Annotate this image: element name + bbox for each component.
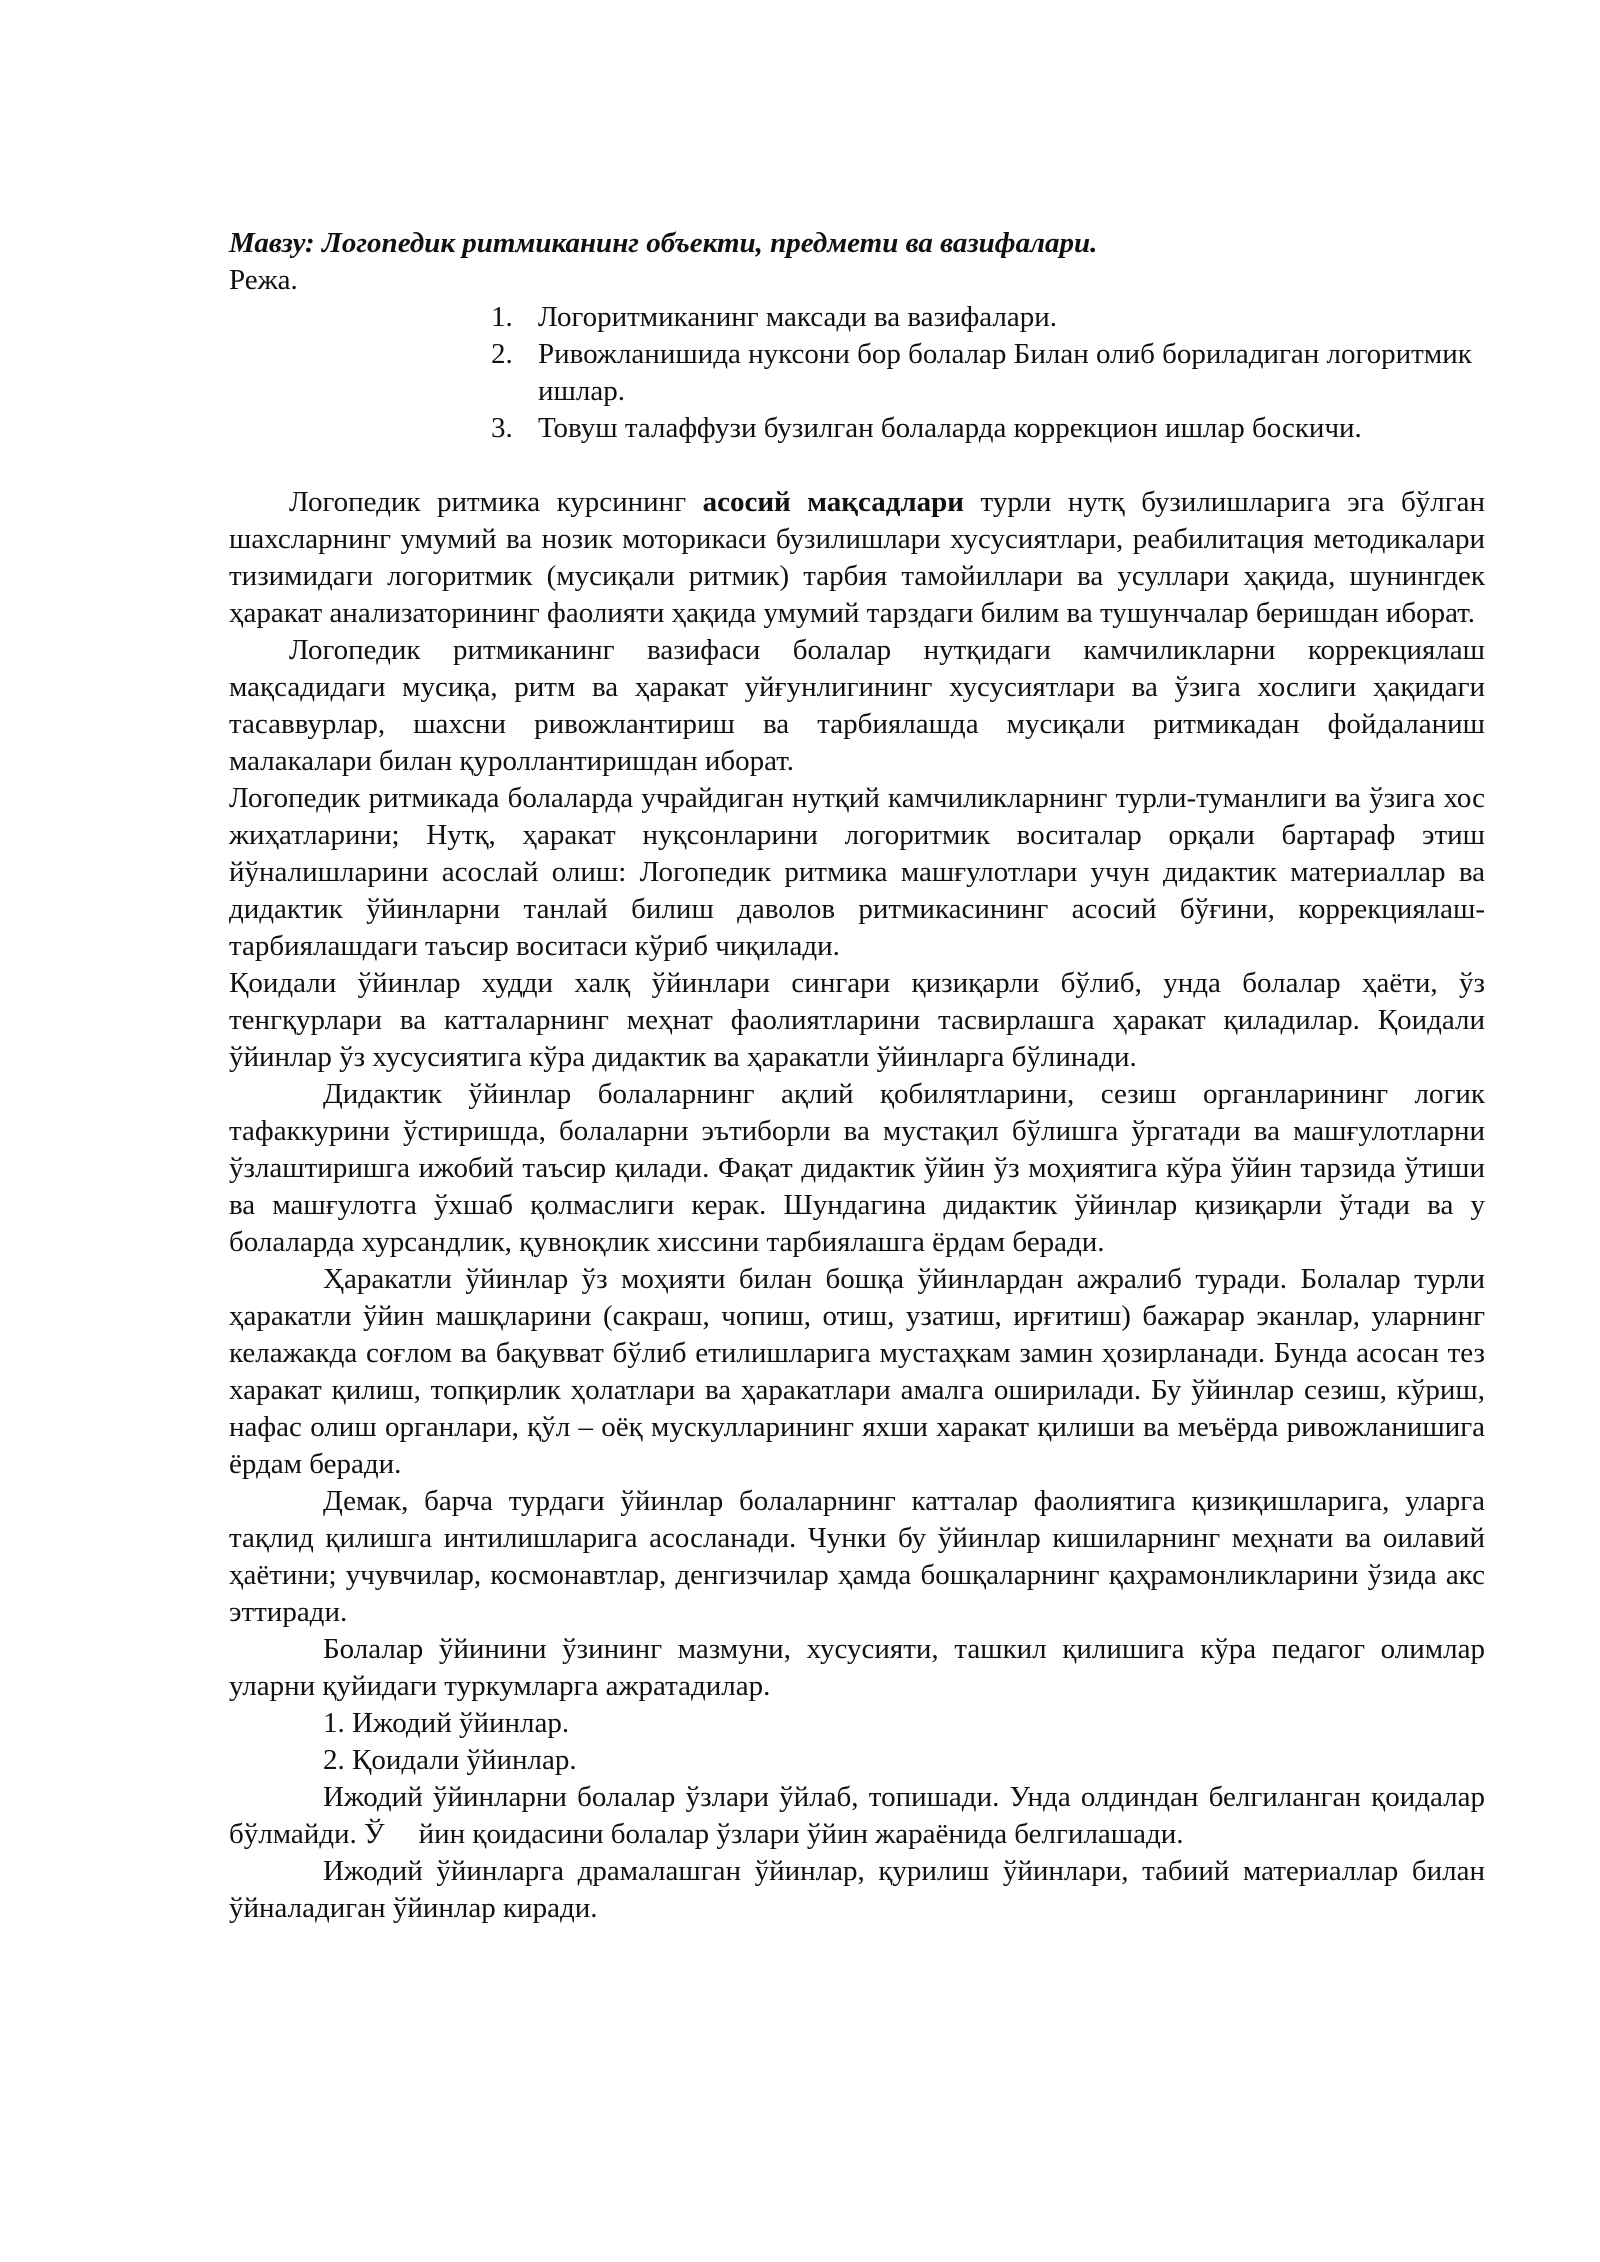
document-title: Мавзу: Логопедик ритмиканинг объекти, предмети ва вазифалари. [229, 227, 1098, 259]
paragraph-goals [229, 484, 1485, 632]
paragraph-rule-games: Қоидали ўйинлар худди халқ ўйинлари сингари қизиқарли бўлиб, унда болалар ҳаёти, ўз тенгқурлари ва катталарнинг меҳнат фаолиятларини тасвирлашга ҳаракат қиладилар. Қоидали ўйинлар ўз хусусиятига кўра дидактик ва ҳаракатли ўйинларга бўлинади. [229, 967, 1485, 1073]
paragraph-text: Ижодий ўйинларни болалар ўзлари ўйлаб, топишади. Унда олдиндан белгиланган қоидалар бўлмайди. Ў [229, 1781, 1485, 1850]
paragraph-speech-defects: Логопедик ритмикада болаларда учрайдиган нутқий камчиликларнинг турли-туманлиги ва ўзига хос жиҳатларини; Нутқ, ҳаракат нуқсонларини логоритмик воситалар орқали бартараф этиш йўналишларини асослай олиш: Логопедик ритмика машғулотлари учун дидактик материаллар ва дидактик ўйинларни танлай билиш даволов ритмикасининг асосий бўғини, коррекциялаш-тарбиялашдаги таъсир воситаси кўриб чиқилади. [229, 782, 1485, 962]
bold-term: асосий мақсадлари [702, 486, 965, 518]
paragraph-creative-game-types: Ижодий ўйинларга драмалашган ўйинлар, қурилиш ўйинлари, табиий материаллар билан ўйналадиган ўйинлар киради. [229, 1855, 1485, 1924]
plan-item-number: 3 . [491, 410, 513, 447]
blank-line [229, 447, 1485, 484]
plan-item-text: Логоритмиканинг максади ва вазифалари. [538, 301, 1058, 333]
paragraph-active-games: Ҳаракатли ўйинлар ўз моҳияти билан бошқа ўйинлардан ажралиб туради. Болалар турли ҳаракатли ўйин машқларини (сакраш, чопиш, отиш, узатиш, ирғитиш) бажарар эканлар, уларнинг келажакда соғлом ва бақувват бўлиб етилишларига мустаҳкам замин ҳозирланади. Бунда асосан тез харакат қилиш, топқирлик ҳолатлари ва ҳаракатлари амалга оширилади. Бу ўйинлар сезиш, кўриш, нафас олиш органлари, қўл – оёқ мускулларининг яхши харакат қилиши ва меъёрда ривожланишига ёрдам беради. [229, 1263, 1485, 1480]
paragraph-creative-games [229, 1779, 1485, 1853]
plan-list [491, 299, 1485, 447]
plan-heading: Режа. [229, 264, 298, 296]
paragraph-text: Логопедик ритмика курсининг [289, 486, 703, 518]
paragraph-imitation: Демак, барча турдаги ўйинлар болаларнинг катталар фаолиятига қизиқишларига, уларга тақлид қилишга интилишларига асосланади. Чунки бу ўйинлар кишиларнинг меҳнати ва оилавий ҳаётини; учувчилар, космонавтлар, денгизчилар ҳамда бошқаларнинг қаҳрамонликларини ўзида акс эттиради. [229, 1485, 1485, 1628]
plan-item-number: 2 . [491, 336, 513, 373]
paragraph-tasks: Логопедик ритмиканинг вазифаси болалар нутқидаги камчиликларни коррекциялаш мақсадидаги мусиқа, ритм ва ҳаракат уйғунлигининг хусусиятлари ва ўзига хослиги ҳақидаги тасаввурлар, шахсни ривожлантириш ва тарбиялашда мусиқали ритмикадан фойдаланиш малакалари билан қуроллантиришдан иборат. [229, 634, 1485, 777]
list-item-rule-games: 2. Қоидали ўйинлар. [323, 1744, 577, 1776]
paragraph-text: йин қоидасини болалар ўзлари ўйин жараёнида белгилашади. [418, 1818, 1184, 1850]
paragraph-text: турли нутқ бузилишларига эга бўлган шахсларнинг умумий ва нозик моторикаси бузилишлари хусусиятлари, реабилитация методикалари тизимидаги логоритмик (мусиқали ритмик) тарбия тамойиллари ва усуллари ҳақида, шунингдек ҳаракат анализаторининг фаолияти ҳақида умумий тарздаги билим ва тушунчалар беришдан иборат. [229, 486, 1485, 629]
plan-item [491, 299, 1485, 336]
document-page [229, 225, 1485, 1927]
paragraph-didactic-games: Дидактик ўйинлар болаларнинг ақлий қобилятларини, сезиш органларининг логик тафаккурини ўстиришда, болаларни эътиборли ва мустақил бўлишга ўргатади ва машғулотларни ўзлаштиришга ижобий таъсир қилади. Фақат дидактик ўйин ўз моҳиятига кўра ўйин тарзида ўтиши ва машғулотга ўхшаб қолмаслиги керак. Шундагина дидактик ўйинлар қизиқарли ўтади ва у болаларда хурсандлик, қувноқлик хиссини тарбиялашга ёрдам беради. [229, 1078, 1485, 1258]
plan-item [491, 336, 1485, 410]
paragraph-classification: Болалар ўйинини ўзининг мазмуни, хусусияти, ташкил қилишига кўра педагог олимлар уларни қуйидаги туркумларга ажратадилар. [229, 1633, 1485, 1702]
plan-item-text: Ривожланишида нуксони бор болалар Билан олиб бориладиган логоритмик ишлар. [538, 338, 1472, 407]
plan-item-number: 1 . [491, 299, 513, 336]
plan-item-text: Товуш талаффузи бузилган болаларда коррекцион ишлар боскичи. [538, 412, 1362, 444]
list-item-creative-games: 1. Ижодий ўйинлар. [323, 1707, 570, 1739]
plan-item [491, 410, 1485, 447]
